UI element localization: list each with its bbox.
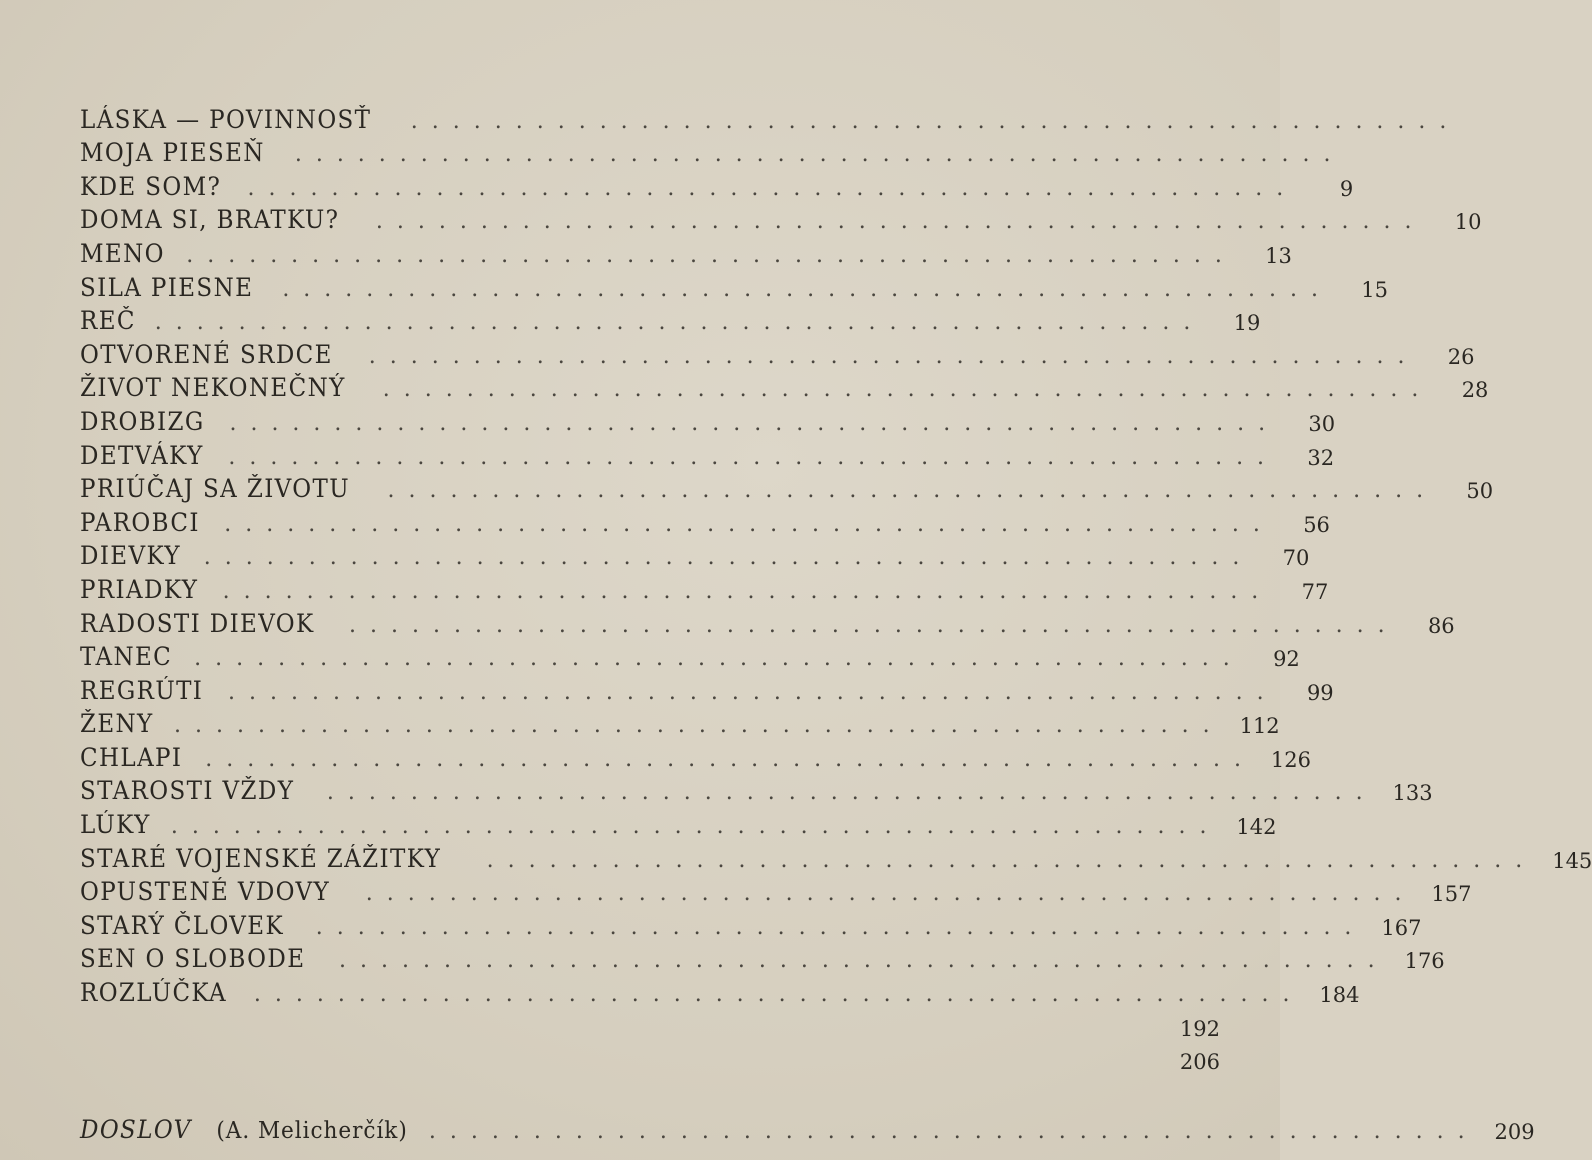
toc-entry-title: ŽENY — [80, 709, 154, 739]
dot-leader: .................................................. — [203, 545, 1254, 571]
toc-entry-title: SEN O SLOBODE — [80, 944, 306, 974]
toc-entry-title: DOMA SI, BRATKU? — [80, 205, 340, 235]
toc-entry-title: LÚKY — [80, 810, 151, 840]
toc-entry-page: 26 — [1447, 344, 1475, 369]
toc-entry — [80, 805, 1277, 840]
dot-leader: .................................................. — [282, 276, 1332, 302]
toc-entry-page: 157 — [1431, 882, 1472, 907]
toc-entry-title: OPUSTENÉ VDOVY — [80, 877, 331, 907]
dot-leader: .................................................. — [375, 209, 1426, 235]
toc-trailing-page: 206 — [1179, 1050, 1220, 1075]
toc-entry — [80, 839, 1592, 873]
dot-leader: .................................................. — [349, 612, 1399, 638]
afterword-author: (A. Melicherčík) — [216, 1117, 409, 1144]
toc-entry-title: MENO — [80, 238, 165, 268]
dot-leader: .................................................. — [229, 410, 1280, 436]
toc-entry-page: 10 — [1454, 210, 1482, 235]
toc-entry — [80, 436, 1335, 470]
toc-entry — [80, 503, 1330, 537]
toc-entry — [80, 973, 1360, 1008]
dot-leader: .................................................. — [486, 847, 1537, 873]
toc-trailing-page: 192 — [1179, 1016, 1220, 1041]
toc-entry — [80, 705, 1280, 739]
dot-leader: .................................................. — [387, 478, 1438, 504]
toc-entry — [80, 302, 1261, 336]
toc-entry-title: LÁSKA — POVINNOSŤ — [80, 104, 372, 134]
toc-entry-title: DETVÁKY — [80, 440, 204, 470]
dot-leader: .................................................. — [428, 1118, 1479, 1144]
toc-entry-title: PRIADKY — [80, 574, 199, 604]
toc-entry-page: 133 — [1392, 781, 1433, 806]
toc-entry — [80, 537, 1310, 571]
toc-entry — [80, 906, 1422, 940]
dot-leader: .................................................. — [205, 746, 1255, 772]
toc-entry-page: 176 — [1404, 949, 1445, 974]
afterword-page: 209 — [1494, 1119, 1535, 1144]
toc-entry-title: SILA PIESNE — [80, 272, 254, 302]
toc-entry — [80, 234, 1292, 268]
toc-entry — [80, 369, 1489, 403]
toc-trailing-row — [80, 1007, 1220, 1041]
toc-entry-page: 32 — [1307, 445, 1335, 470]
toc-entry-page: 28 — [1461, 378, 1489, 403]
toc-entry — [80, 738, 1311, 772]
toc-entry-page: 30 — [1308, 411, 1336, 436]
toc-entry-title: KDE SOM? — [80, 171, 222, 201]
toc-afterword — [80, 1110, 1535, 1144]
dot-leader: .................................................. — [326, 780, 1377, 806]
toc-entry — [80, 134, 1345, 168]
toc-entry-page: 99 — [1306, 680, 1334, 705]
dot-leader: .................................................. — [194, 646, 1244, 672]
toc-entry-page: 9 — [1339, 176, 1354, 201]
dot-leader: .................................................. — [339, 948, 1389, 974]
toc-trailing-row — [80, 1041, 1220, 1075]
dot-leader: .................................................. — [247, 175, 1298, 201]
dot-leader: .................................................. — [365, 881, 1416, 907]
toc-entry — [80, 570, 1329, 604]
toc-entry-title: PRIÚČAJ SA ŽIVOTU — [80, 474, 350, 504]
toc-entry — [80, 201, 1482, 235]
toc-entry — [80, 671, 1334, 705]
toc-entry-title: STARÝ ČLOVEK — [80, 910, 285, 940]
table-of-contents — [80, 100, 1592, 1144]
afterword-title: DOSLOV — [80, 1114, 192, 1144]
dot-leader: .................................................. — [174, 713, 1224, 739]
dot-leader: .................................................. — [228, 679, 1278, 705]
toc-entry-page: 56 — [1303, 512, 1330, 537]
toc-entry-page: 184 — [1319, 983, 1360, 1008]
dot-leader: .................................................. — [154, 310, 1205, 336]
dot-leader: .................................................. — [410, 108, 1461, 134]
toc-entry-title: STARÉ VOJENSKÉ ZÁŽITKY — [80, 843, 442, 873]
toc-entry-title: RADOSTI DIEVOK — [80, 608, 315, 638]
toc-entry-title: ROZLÚČKA — [80, 978, 228, 1008]
toc-entry-page: 142 — [1236, 815, 1277, 840]
toc-entry-title: CHLAPI — [80, 742, 183, 772]
toc-entry-title: ŽIVOT NEKONEČNÝ — [80, 373, 346, 403]
dot-leader: .................................................. — [186, 242, 1236, 268]
dot-leader: .................................................. — [253, 982, 1304, 1008]
toc-entry-page: 92 — [1273, 647, 1300, 672]
toc-entry — [80, 100, 1461, 134]
toc-entry-title: STAROSTI VŽDY — [80, 776, 295, 806]
toc-entry-page: 50 — [1466, 479, 1494, 504]
toc-entry — [80, 638, 1300, 672]
section-gap — [80, 1074, 1220, 1110]
toc-entry-title: TANEC — [80, 642, 173, 672]
toc-entry — [80, 268, 1388, 302]
toc-entry — [80, 167, 1354, 201]
dot-leader: .................................................. — [368, 343, 1419, 369]
toc-entry — [80, 772, 1433, 806]
toc-entry-title: OTVORENÉ SRDCE — [80, 339, 333, 369]
toc-entry-page: 112 — [1239, 714, 1280, 739]
toc-entry-title: PAROBCI — [80, 507, 200, 537]
toc-entry-title: REČ — [80, 306, 136, 336]
toc-entry-title: MOJA PIESEŇ — [80, 138, 265, 168]
toc-entry — [80, 873, 1472, 907]
toc-entry — [80, 335, 1475, 369]
toc-entry-page: 126 — [1270, 747, 1311, 772]
toc-entry — [80, 402, 1336, 436]
toc-entry-title: DROBIZG — [80, 406, 205, 436]
toc-entry-page: 70 — [1282, 546, 1310, 571]
toc-entry-page: 77 — [1301, 579, 1329, 604]
dot-leader: .................................................. — [170, 814, 1221, 840]
toc-entry-page: 13 — [1265, 243, 1292, 268]
dot-leader: .................................................. — [224, 511, 1274, 537]
dot-leader: .................................................. — [294, 142, 1345, 168]
toc-entry — [80, 604, 1455, 638]
toc-entry-page: 15 — [1361, 277, 1388, 302]
toc-entry — [80, 470, 1494, 504]
toc-entry-page: 19 — [1233, 311, 1261, 336]
toc-entry — [80, 940, 1445, 974]
dot-leader: .................................................. — [382, 377, 1433, 403]
dot-leader: .................................................. — [315, 914, 1366, 940]
dot-leader: .................................................. — [222, 578, 1273, 604]
toc-entry-title: REGRÚTI — [80, 675, 204, 705]
dot-leader: .................................................. — [228, 444, 1279, 470]
toc-entry-page: 86 — [1427, 613, 1455, 638]
toc-entry-page: 167 — [1381, 915, 1422, 940]
toc-entry-page: 145 — [1552, 848, 1592, 873]
toc-entry-title: DIEVKY — [80, 541, 181, 571]
